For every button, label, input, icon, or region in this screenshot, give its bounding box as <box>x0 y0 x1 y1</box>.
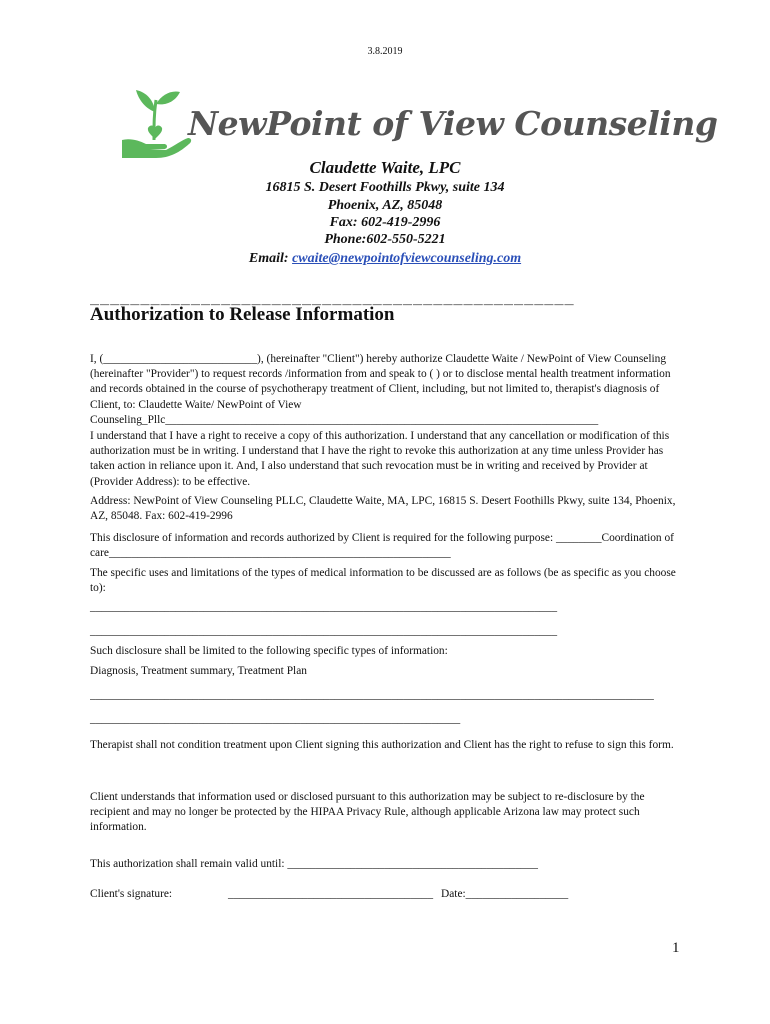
signature-label: Client's signature: <box>90 888 173 900</box>
rights-paragraph: I understand that I have a right to receive a copy of this authorization. I understand that any cancellation or modification of this authorization must be in writing. I understand that I have the right to revoke this authorization at any time unless Provider has taken action in reliance upon it. And, I also understand that such revocation must be in writing and received by Provider at (Provider Address): to be effective. <box>90 430 670 488</box>
condition-paragraph: Therapist shall not condition treatment upon Client signing this authorization and Client has the right to refuse to sign this form. <box>90 739 674 751</box>
authorization-paragraph: I, (___________________________), (hereinafter "Client") hereby authorize Claudette Waite / NewPoint of View Counseling (hereinafter "Provider") to request records /information from and speak to ( ) or to disclose mental health treatment information and records obtained in the course of psychotherapy treatment of Client, including, but not limited to, therapist's diagnosis of Client, to: Claudette Waite/ NewPoint of View Counseling_Pllc____________________________________________________________________________ <box>90 353 671 426</box>
email-link[interactable]: cwaite@newpointofviewcounseling.com <box>292 251 522 266</box>
blank-line-3[interactable]: ___________________________________________________________________________________________________ <box>90 689 654 701</box>
blank-line-1[interactable]: __________________________________________________________________________________ <box>90 601 558 613</box>
email-label: Email: <box>248 251 289 266</box>
uses-paragraph: The specific uses and limitations of the types of medical information to be discussed are as follows (be as specific as you choose to): <box>90 567 676 595</box>
limited-paragraph: Such disclosure shall be limited to the following specific types of information: <box>90 645 448 657</box>
header-divider: ________________________________________________ <box>90 290 575 307</box>
plant-hand-logo-icon <box>116 88 196 160</box>
form-title: Authorization to Release Information <box>90 304 395 325</box>
phone-number: Phone:602-550-5221 <box>324 232 446 247</box>
page-number: 1 <box>672 940 680 956</box>
valid-until-line[interactable]: This authorization shall remain valid until: ____________________________________________ <box>90 858 538 870</box>
address-line-2: Phoenix, AZ, 85048 <box>327 198 443 213</box>
information-types: Diagnosis, Treatment summary, Treatment Plan <box>90 665 307 677</box>
signature-line[interactable]: ____________________________________ <box>228 888 434 900</box>
fax-number: Fax: 602-419-2996 <box>329 215 441 230</box>
document-date: 3.8.2019 <box>367 46 403 57</box>
blank-line-4[interactable]: _________________________________________________________________ <box>90 713 461 725</box>
redisclosure-paragraph: Client understands that information used or disclosed pursuant to this authorization may be subject to re-disclosure by the recipient and may no longer be protected by the HIPAA Privacy Rule, although applicable Arizona law may protect such information. <box>90 791 645 834</box>
date-field[interactable]: Date:__________________ <box>441 888 569 900</box>
provider-name: Claudette Waite, LPC <box>309 158 461 177</box>
blank-line-2[interactable]: __________________________________________________________________________________ <box>90 625 558 637</box>
purpose-paragraph: This disclosure of information and records authorized by Client is required for the following purpose: ________Coordination of care____________________________________________________________ <box>90 532 674 560</box>
provider-address-paragraph: Address: NewPoint of View Counseling PLLC, Claudette Waite, MA, LPC, 16815 S. Desert Foothills Pkwy, suite 134, Phoenix, AZ, 85048. Fax: 602-419-2996 <box>90 495 676 523</box>
email-line <box>0 251 770 267</box>
brand-name: NewPoint of View Counseling <box>188 104 718 143</box>
address-line-1: 16815 S. Desert Foothills Pkwy, suite 134 <box>265 180 505 195</box>
